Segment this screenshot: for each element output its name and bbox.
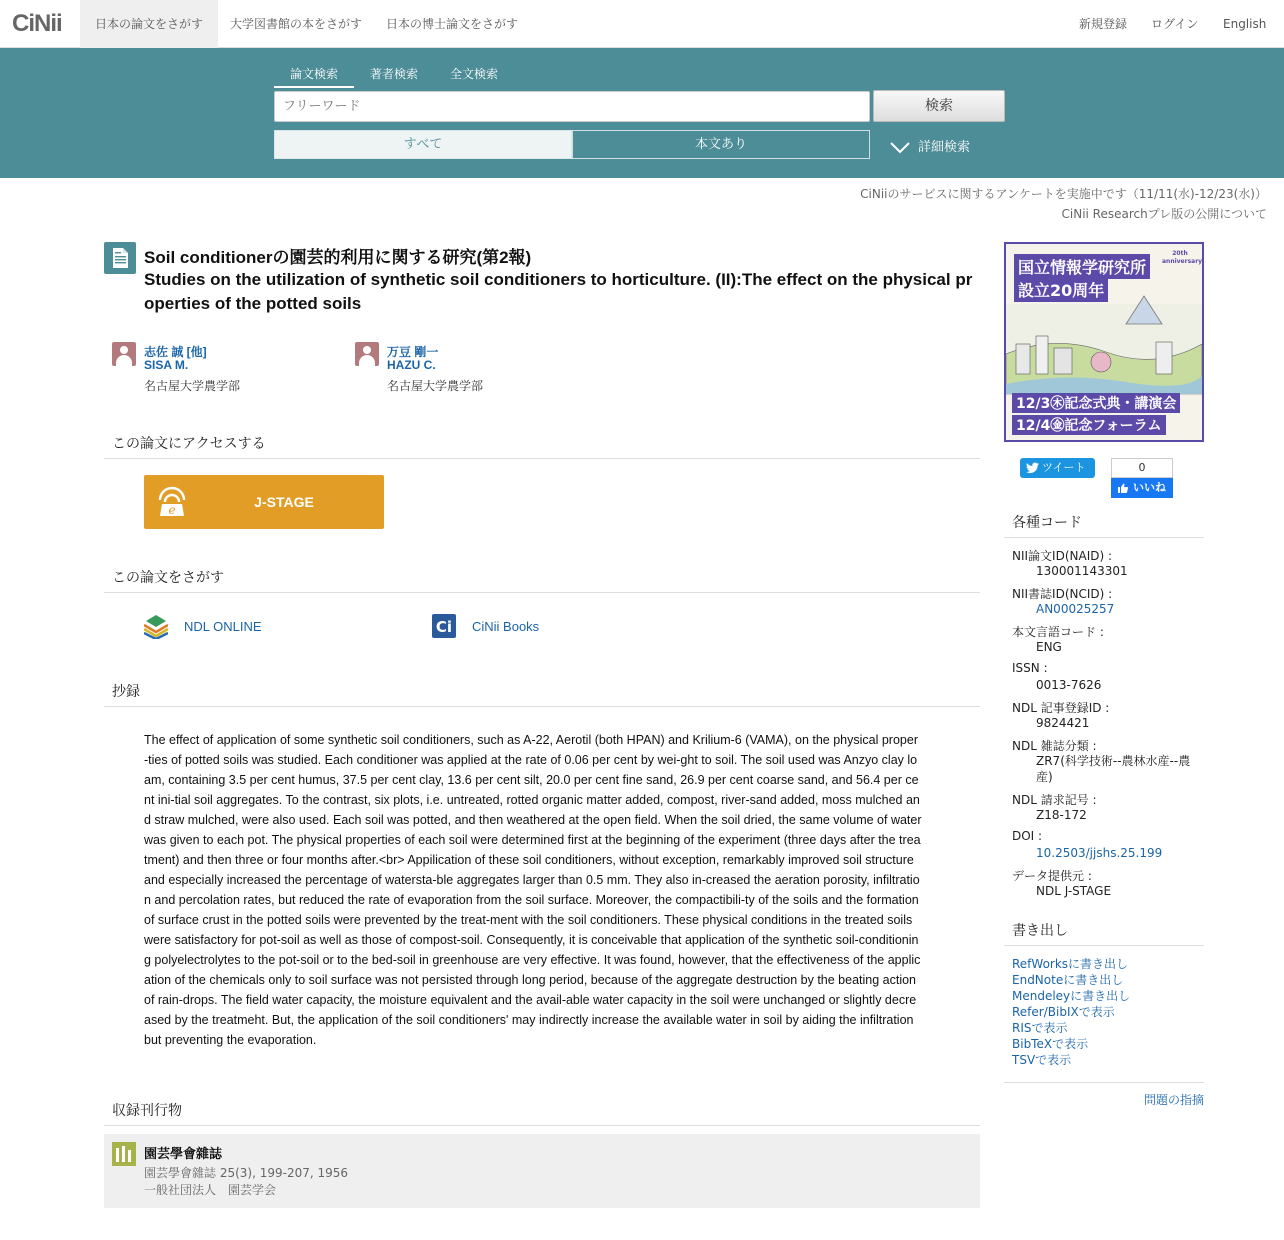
journal-card <box>104 1134 980 1208</box>
abstract-text: The effect of application of some synthetic soil conditioners, such as A-22, Aerotil (both HPAN) and Krilium-6 (VAMA), on the physical proper-ties of potted soils was studied. Each conditioner was applied at the rate of 0.06 per cent by wei-ght to soil. The soil used was Anzyo clay loam, containing 3.5 per cent humus, 37.5 per cent clay, 13.6 per cent silt, 20.0 per cent fine sand, 26.9 per cent coarse sand, and 56.4 per cent ini-tial soil aggregates. To the contrast, six plots, i.e. untreated, rotted organic matter added, compost, river-sand added, moss mulched and straw mulched, were also used. Each soil was potted, and then weathered at the open field. When the soil dried, the same volume of water was given to each pot. The physical properties of each soil were determined first at the beginning of the experiment (three days after the treatment) and then three or four months after.<br> Appilication of these soil conditioners, without exception, remarkably improved soil structure and especially increased the percentage of watersta-ble aggregates larger than 0.5 mm. They also in-creased the aeration porosity, infiltration and percolation rates, but reduced the rate of evaporation from the soil surface. Moreover, the compactibili-ty of the soils and the formation of surface crust in the potted soils were prevented by the treat-ment with the soil conditioners. These physical conditions in the treated soils were satisfactory for pot-soil as well as those of compost-soil. Consequently, it is conceivable that application of the synthetic soil-conditioning polyelectrolytes to the pot-soil or to the bed-soil in greenhouse are very effective. It was found, however, that the effectiveness of the application of the chemicals only to soil surface was not persisted through long period, because of the aggregate destruction by the beating action of rain-drops. The field water capacity, the moisture equivalent and the avail-able water capacity in the soil were unchanged or slightly decreased by the treatmeht. But, the application of the soil conditioners' may indirectly increase the available water in soil by aiding the infiltration but preventing the evaporation. <box>144 733 922 1047</box>
survey-notice[interactable]: CiNiiのサービスに関するアンケートを実施中です（11/11(水)-12/23(水)） <box>860 187 1267 201</box>
author-name[interactable]: 万豆 剛一 <box>387 345 439 359</box>
filter-fulltext[interactable]: 本文あり <box>572 130 870 159</box>
author-affiliation: 名古屋大学農学部 <box>144 379 241 393</box>
journal-publisher: 一般社団法人 園芸学会 <box>144 1183 277 1197</box>
register-link[interactable]: 新規登録 <box>1079 17 1128 31</box>
thumbs-up-icon <box>1117 482 1129 494</box>
ncid-key: NII書誌ID(NCID) : <box>1012 587 1113 601</box>
like-label: いいね <box>1133 481 1166 494</box>
language-code-key: 本文言語コード : <box>1012 625 1104 639</box>
banner-event1: 12/3㊍記念式典・講演会 <box>1012 393 1180 413</box>
divider <box>104 458 980 459</box>
nav-tab-articles[interactable]: 日本の論文をさがす <box>80 0 218 48</box>
user-icon <box>112 342 136 366</box>
tweet-button[interactable] <box>1020 458 1095 478</box>
research-preview-notice[interactable]: CiNii Researchプレ版の公開について <box>1061 207 1267 221</box>
language-code-value: ENG <box>1036 640 1062 654</box>
top-navigation <box>0 0 1284 48</box>
language-link[interactable]: English <box>1223 17 1267 31</box>
export-bibtex[interactable]: BibTeXで表示 <box>1012 1037 1089 1051</box>
abstract-heading: 抄録 <box>112 684 140 700</box>
search-button[interactable]: 検索 <box>873 90 1005 122</box>
doi-key: DOI : <box>1012 829 1043 843</box>
ndl-online-label: NDL ONLINE <box>184 619 262 634</box>
divider <box>104 592 980 593</box>
cinii-books-icon <box>432 614 456 638</box>
cinii-books-label: CiNii Books <box>472 619 540 634</box>
divider <box>104 1125 980 1126</box>
tweet-label: ツイート <box>1042 461 1086 474</box>
tab-fulltext-search[interactable]: 全文検索 <box>449 67 498 81</box>
banner-line2: 設立20周年 <box>1014 277 1108 302</box>
codes-heading: 各種コード <box>1012 515 1082 531</box>
journal-icon <box>112 1142 136 1166</box>
export-mendeley[interactable]: Mendeleyに書き出し <box>1012 989 1131 1003</box>
issn-value: 0013-7626 <box>1036 678 1102 692</box>
export-endnote[interactable]: EndNoteに書き出し <box>1012 973 1124 987</box>
article-title-en: Studies on the utilization of synthetic soil conditioners to horticulture. (II):The effect on the physical properties of the potted soils <box>144 270 973 313</box>
banner-badge: 20th anniversary <box>1162 250 1203 265</box>
ndl-article-id-key: NDL 記事登録ID : <box>1012 701 1110 715</box>
search-panel <box>0 48 1284 178</box>
author-name-en[interactable]: SISA M. <box>144 358 189 372</box>
ndl-icon <box>144 613 168 639</box>
divider <box>1004 1082 1204 1083</box>
filter-all[interactable]: すべて <box>274 130 572 159</box>
journal-heading: 収録刊行物 <box>112 1103 182 1119</box>
search-input[interactable] <box>274 91 870 122</box>
jstage-label: J-STAGE <box>254 494 314 510</box>
article-icon <box>104 242 136 274</box>
data-source-value: NDL J-STAGE <box>1036 884 1112 898</box>
naid-value: 130001143301 <box>1036 564 1128 578</box>
export-heading: 書き出し <box>1012 923 1068 939</box>
author-affiliation: 名古屋大学農学部 <box>387 379 484 393</box>
jstage-button[interactable] <box>144 475 384 529</box>
user-icon <box>355 342 379 366</box>
journal-name[interactable]: 園芸學會雜誌 <box>144 1147 223 1162</box>
export-tsv[interactable]: TSVで表示 <box>1012 1053 1072 1067</box>
advanced-search-label: 詳細検索 <box>918 140 971 155</box>
tab-article-search[interactable]: 論文検索 <box>274 65 354 88</box>
nav-tab-books[interactable]: 大学図書館の本をさがす <box>230 17 363 31</box>
ndl-call-number-value: Z18-172 <box>1036 808 1087 822</box>
report-problem-link[interactable]: 問題の指摘 <box>1143 1093 1204 1107</box>
author-name[interactable]: 志佐 誠 [他] <box>144 345 207 359</box>
chevron-down-icon <box>890 142 910 154</box>
banner-line1: 国立情報学研究所 <box>1014 254 1150 279</box>
journal-volume: 園芸學會雜誌 25(3), 199-207, 1956 <box>144 1166 349 1180</box>
divider <box>104 706 980 707</box>
nii-anniversary-banner[interactable] <box>1004 242 1204 442</box>
author-name-en[interactable]: HAZU C. <box>387 358 436 372</box>
ncid-link[interactable]: AN00025257 <box>1036 602 1115 616</box>
svg-text:e: e <box>168 503 176 517</box>
cinii-logo[interactable]: CiNii <box>12 10 62 37</box>
divider <box>1004 537 1204 538</box>
find-heading: この論文をさがす <box>112 570 224 586</box>
export-ris[interactable]: RISで表示 <box>1012 1021 1068 1035</box>
data-source-key: データ提供元 : <box>1012 869 1092 883</box>
issn-key: ISSN : <box>1012 661 1048 675</box>
doi-link[interactable]: 10.2503/jjshs.25.199 <box>1036 846 1163 860</box>
twitter-bird-icon <box>1026 462 1039 474</box>
svg-text:Ci: Ci <box>435 618 453 636</box>
advanced-search-toggle[interactable] <box>890 136 970 155</box>
export-refer-bibix[interactable]: Refer/BibIXで表示 <box>1012 1005 1115 1019</box>
divider <box>1004 945 1204 946</box>
naid-key: NII論文ID(NAID) : <box>1012 549 1113 563</box>
ndl-classification-key: NDL 雑誌分類 : <box>1012 739 1097 753</box>
ndl-article-id-value: 9824421 <box>1036 716 1090 730</box>
like-button[interactable] <box>1111 478 1173 498</box>
tab-author-search[interactable]: 著者検索 <box>369 67 418 81</box>
banner-event2: 12/4㊎記念フォーラム <box>1012 415 1166 435</box>
article-title-ja: Soil conditionerの園芸的利用に関する研究(第2報) <box>144 248 532 267</box>
nav-tab-dissertations[interactable]: 日本の博士論文をさがす <box>386 17 519 31</box>
access-heading: この論文にアクセスする <box>112 436 266 452</box>
ndl-classification-value: ZR7(科学技術--農林水産--農産) <box>1036 754 1191 784</box>
login-link[interactable]: ログイン <box>1151 17 1199 31</box>
export-refworks[interactable]: RefWorksに書き出し <box>1012 957 1129 971</box>
ndl-call-number-key: NDL 請求記号 : <box>1012 793 1097 807</box>
like-count: 0 <box>1111 458 1173 478</box>
